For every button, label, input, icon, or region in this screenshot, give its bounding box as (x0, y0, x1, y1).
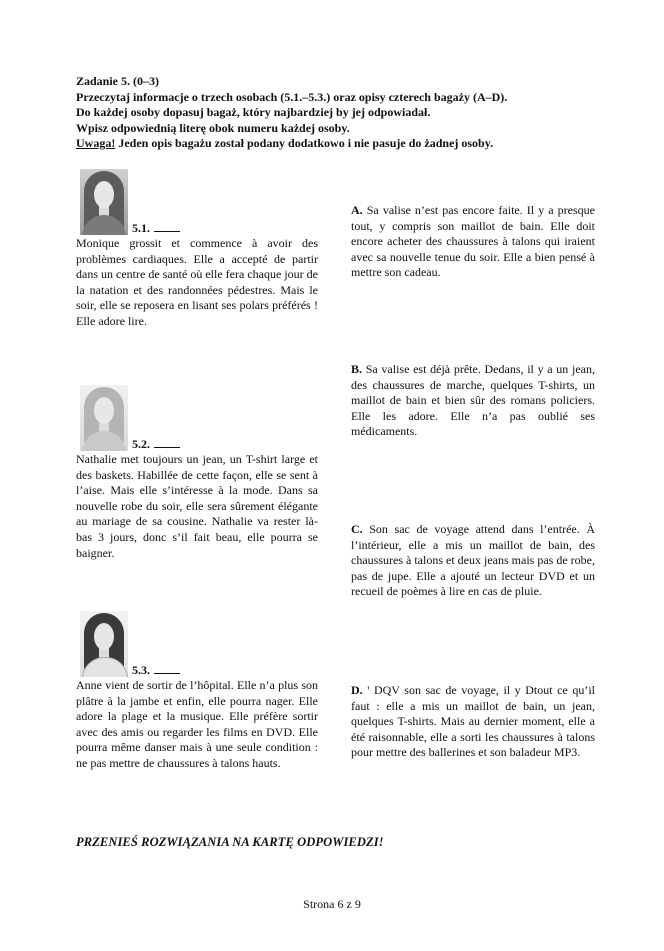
task-instruction-3: Wpisz odpowiednią literę obok numeru każdej osoby. (76, 120, 350, 135)
person-description: Nathalie met toujours un jean, un T-shirt large et des baskets. Habillée de cette façon, elle se sent à l’aise. Mais elle s’intéresse à la mode. Dans sa nouvelle robe du soir, elle sera sûrement élégante au mariage de sa cousine. Nathalie va rester là-bas 3 jours, donc s’il fait beau, elle pourra se baigner. (76, 452, 318, 560)
answer-blank[interactable] (154, 663, 180, 674)
answer-blank[interactable] (154, 221, 180, 232)
person-number-answer[interactable] (132, 221, 180, 235)
person-number: 5.2. (132, 437, 150, 451)
bag-d (351, 683, 595, 761)
task-instruction-2: Do każdej osoby dopasuj bagaż, który najbardziej by jej odpowiadał. (76, 105, 431, 119)
task-header (76, 74, 604, 152)
bag-description: ' DQV son sac de voyage, il y Dtout ce qu’il faut : elle a mis un maillot de bain, un jean, quelques T-shirts. Mais au dernier moment, elle a été raisonnable, elle a sorti les chaussures à talons pour mettre des ballerines et son baladeur MP3. (351, 683, 595, 760)
woman-portrait-icon (80, 385, 128, 451)
task-warning (76, 136, 604, 152)
person-number: 5.1. (132, 221, 150, 235)
bag-a (351, 203, 595, 281)
woman-portrait-icon (80, 169, 128, 235)
bag-description: Sa valise n’est pas encore faite. Il y a presque tout, y compris son maillot de bain. Elle doit encore acheter des chaussures à talons qui iraient avec sa nouvelle tenue du soir. Elle a bien pensé à mettre son cadeau. (351, 203, 595, 280)
task-title: Zadanie 5. (0–3) (76, 74, 160, 88)
person-description: Anne vient de sortir de l’hôpital. Elle n’a plus son plâtre à la jambe et enfin, elle pourra nager. Elle adore la plage et la musique. Elle préfère sortir avec des amis ou regarder les films en DVD. Elle pourra même danser mais à une seule condition : ne pas mettre de chaussures à talons hauts. (76, 678, 318, 770)
answer-blank[interactable] (154, 437, 180, 448)
person-5-2 (76, 385, 318, 561)
bag-letter: C. (351, 522, 363, 536)
warning-text: Jeden opis bagażu został podany dodatkowo i nie pasuje do żadnej osoby. (115, 136, 494, 150)
page-number: Strona 6 z 9 (303, 897, 361, 911)
person-description: Monique grossit et commence à avoir des problèmes cardiaques. Elle a accepté de partir dans un centre de santé où elle fera chaque jour de la natation et des randonnées pédestres. Mais le soir, elle se reposera en lisant ses polars préférés ! Elle adore lire. (76, 236, 318, 328)
warning-label: Uwaga! (76, 136, 116, 150)
transfer-answers-note: PRZENIEŚ ROZWIĄZANIA NA KARTĘ ODPOWIEDZI! (76, 835, 384, 849)
person-number-answer[interactable] (132, 437, 180, 451)
person-5-1 (76, 169, 318, 330)
bag-description: Son sac de voyage attend dans l’entrée. À l’intérieur, elle a mis un maillot de bain, des chaussures à talons et deux jeans mais pas de robe, pas de jupe. Elle a ajouté un lecteur DVD et un recueil de poèmes à lire en cas de pluie. (351, 522, 595, 599)
bag-description: Sa valise est déjà prête. Dedans, il y a un jean, des chaussures de marche, quelques T-shirts, un maillot de bain et bien sûr des romans policiers. Elle les adore. Elle n’a pas oublié ses médicaments. (351, 362, 595, 439)
person-number: 5.3. (132, 663, 150, 677)
bag-c (351, 522, 595, 600)
bag-letter: D. (351, 683, 363, 697)
task-instruction-1: Przeczytaj informacje o trzech osobach (5.1.–5.3.) oraz opisy czterech bagaży (A–D). (76, 89, 508, 104)
woman-portrait-icon (80, 611, 128, 677)
person-number-answer[interactable] (132, 663, 180, 677)
person-5-3 (76, 611, 318, 772)
bag-letter: A. (351, 203, 363, 217)
bag-b (351, 362, 595, 440)
bag-letter: B. (351, 362, 363, 376)
